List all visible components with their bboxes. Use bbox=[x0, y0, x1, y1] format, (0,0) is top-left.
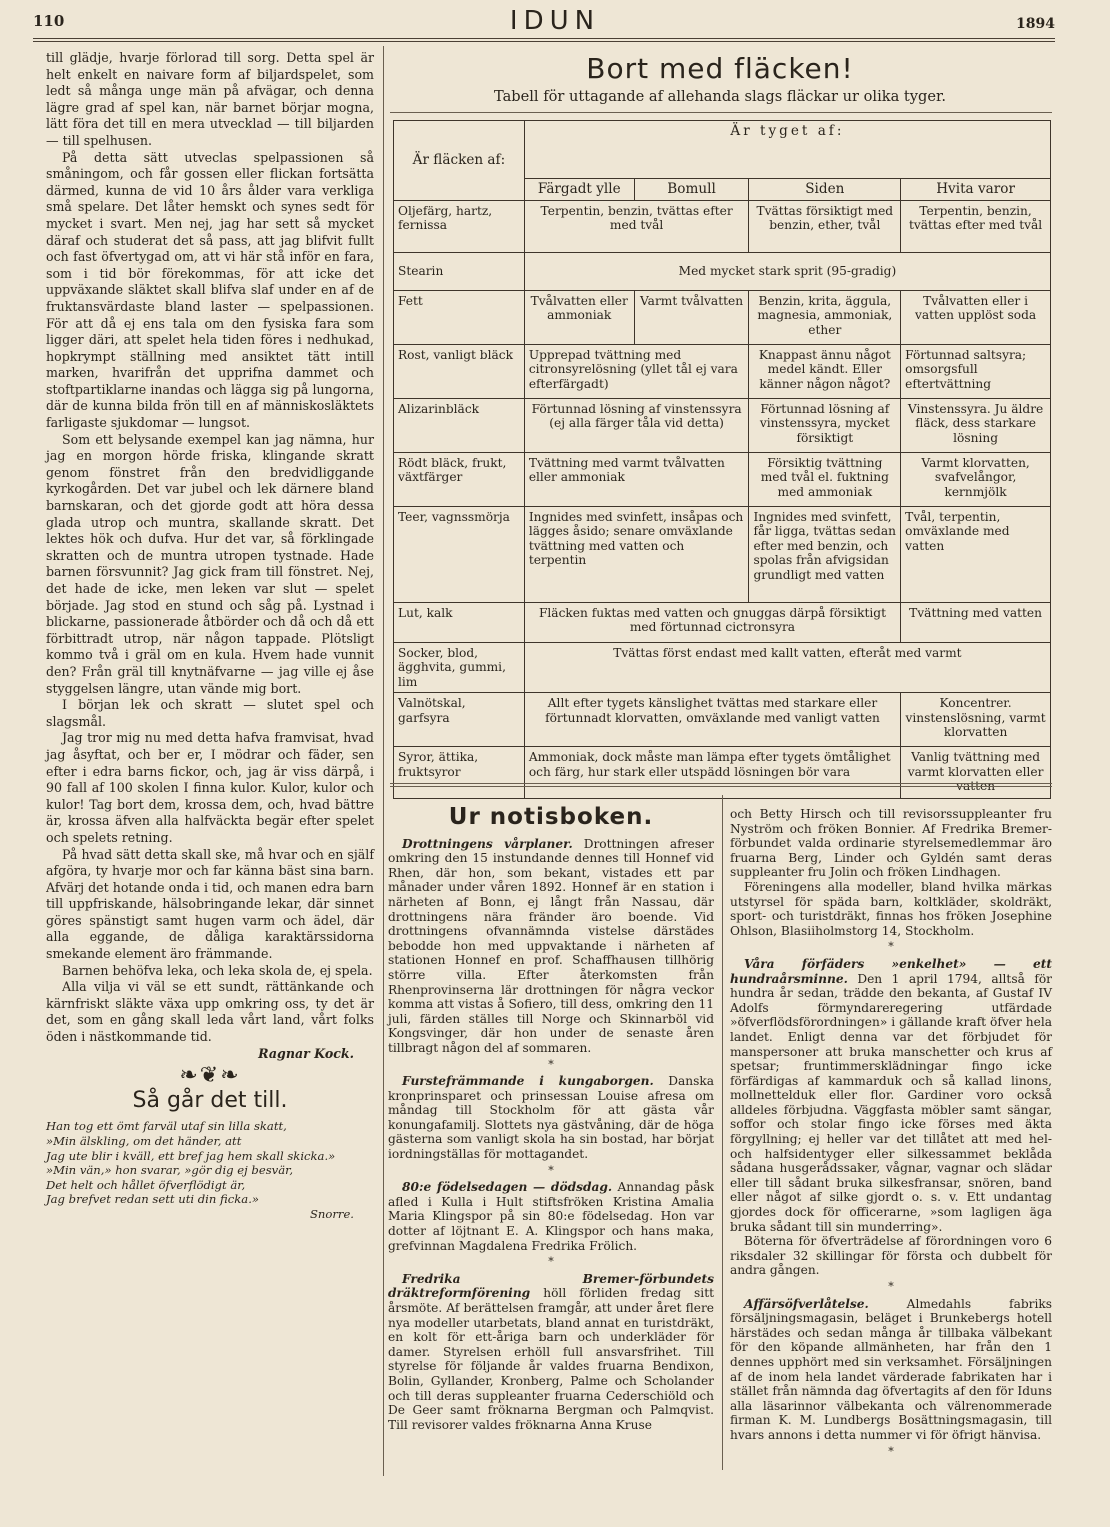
table-cell: Vanlig tvättning med varmt klorvatten eller vatten bbox=[901, 747, 1051, 799]
table-row bbox=[394, 290, 1051, 344]
notis-text: Annandag påsk afled i Kulla i Hult stiftsfröken Kristina Amalia Maria Klingspor på sin 80:e födelsedag. Hon var dotter af löjtnant E. A. Klingspor och hans maka, grefvinnan Magdalena Fredrika Frölich. bbox=[388, 1180, 715, 1253]
column-header: Bomull bbox=[634, 179, 749, 201]
notis-text: Föreningens alla modeller, bland hvilka märkas utstyrsel för späda barn, koltkläder, skoldräkt, sport- och turistdräkt, finnas hos fröken Josephine Ohlson, Blasiiholmstorg 14, Stockholm. bbox=[730, 879, 1052, 938]
notis-heading: Drottningens vårplaner. bbox=[402, 836, 573, 851]
table-cell: Tvättning med vatten bbox=[901, 602, 1051, 642]
notis-heading: Våra förfäders »enkelhet» — ett hundraårsminne. bbox=[730, 956, 1052, 986]
group-header: Är tyget af: bbox=[524, 121, 1050, 179]
poem-line: Det helt och hållet öfverflödigt är, bbox=[46, 1177, 246, 1192]
poem-line: »Min älskling, om det händer, att bbox=[46, 1134, 242, 1148]
column-divider bbox=[383, 46, 384, 1476]
separator-star: * bbox=[888, 1280, 894, 1293]
table-top-rule bbox=[390, 112, 1052, 113]
table-row bbox=[394, 506, 1051, 602]
table-cell: Benzin, krita, äggula, magnesia, ammoniak, ether bbox=[749, 290, 901, 344]
table-bottom-rule bbox=[390, 783, 1052, 784]
stain-cell: Teer, vagnssmörja bbox=[394, 506, 525, 602]
separator-star: * bbox=[888, 940, 894, 954]
notis-heading: Fredrika Bremer-förbundets dräktreformförening bbox=[388, 1271, 714, 1301]
stain-cell: Alizarinbläck bbox=[394, 398, 525, 452]
stain-cell: Socker, blod, ägghvita, gummi, lim bbox=[394, 642, 525, 693]
notis-heading: 80:e födelsedagen — dödsdag. bbox=[402, 1180, 613, 1195]
journal-title: IDUN bbox=[509, 6, 601, 36]
table-cell: Tvålvatten eller ammoniak bbox=[524, 290, 634, 344]
stain-cell: Fett bbox=[394, 290, 525, 344]
notis-title: Ur notisboken. bbox=[448, 804, 654, 830]
paragraph: till glädje, hvarje förlorad till sorg. Detta spel är helt enkelt en naivare form af biljardspelet, som ledt så många unge män på afvägar, och denna lägre grad af spel kan, när barnet börjar mogna, lätt föra det till en mera utvecklad — till biljarden — till spelhusen. bbox=[46, 50, 374, 148]
header-rule bbox=[33, 38, 1055, 39]
table-row bbox=[394, 252, 1051, 290]
table-cell: Terpentin, benzin, tvättas efter med tvål bbox=[901, 200, 1051, 252]
table-cell: Ingnides med svinfett, insåpas och lägges åsido; senare omväxlande tvättning med vatten och terpentin bbox=[524, 506, 749, 602]
notis-item bbox=[730, 1297, 1052, 1443]
table-row bbox=[394, 200, 1051, 252]
table-row bbox=[394, 747, 1051, 799]
table-header-row bbox=[394, 121, 1051, 179]
poem bbox=[46, 1119, 374, 1221]
table-row bbox=[394, 602, 1051, 642]
notis-column-1 bbox=[388, 800, 714, 1432]
table-cell: Försiktig tvättning med tvål el. fuktning med ammoniak bbox=[749, 452, 901, 506]
article-signature: Ragnar Kock. bbox=[258, 1045, 354, 1061]
notis-item bbox=[730, 957, 1052, 1234]
stain-cell: Valnötskal, garfsyra bbox=[394, 693, 525, 747]
table-row bbox=[394, 398, 1051, 452]
notis-heading: Furstefrämmande i kungaborgen. bbox=[402, 1074, 654, 1089]
separator-star: * bbox=[888, 1444, 894, 1458]
article-column bbox=[46, 50, 374, 1222]
separator-star: * bbox=[548, 1163, 554, 1177]
stain-cell: Stearin bbox=[394, 252, 525, 290]
column-header: Färgadt ylle bbox=[524, 179, 634, 201]
table-cell: Ingnides med svinfett, får ligga, tvättas sedan efter med benzin, och spolas från afvigsidan grundligt med vatten bbox=[749, 506, 901, 602]
poem-line: Han tog ett ömt farväl utaf sin lilla skatt, bbox=[46, 1119, 287, 1134]
table-cell: Terpentin, benzin, tvättas efter med tvål bbox=[524, 200, 749, 252]
notis-text: Den 1 april 1794, alltså för hundra år sedan, trädde den bekanta, af Gustaf IV Adolfs förmyndareregering utfärdade »öfverflödsförordningen» i gällande kraft öfver hela landet. Enligt denna var det förbjudet för manspersoner att bruka manschetter och krus af spetsar; fruntimmersklädningar fingo icke förfärdigas af kammarduk och så kallad linons, mollnettelduk eller flor. Gardiner voro också alldeles förbjudna. Väggfasta möbler samt sängar, soffor och stolar fingo icke förses med äkta förgyllning; ej heller var det tillåtet att med hel- och halfsidentyger eller silkessammet beklåda sådana husgerådssaker, vågnar, vagnar och slädar eller till sådant bruka silkesfransar, snören, band eller något af silke gjordt o. s. v. Ett undantag gjordes dock för officerarne, »som lagligen äga bruka sådant till sin munderring». bbox=[730, 971, 1052, 1234]
poem-line: Jag brefvet redan sett uti din ficka.» bbox=[46, 1192, 259, 1207]
notis-text: Almedahls fabriks försäljningsmagasin, beläget i Brunkebergs hotell härstädes och sedan många år tillbaka välbekant för den köpande allmänheten, har från den 1 dennes upphört med sin verksamhet. Försäljningen af de inom hela landet värderade fabrikaten har i stället från nämnda dag öfvertagits af den för Iduns alla läsarinnor välbekanta och välrenommerade firman K. M. Lundbergs Bosättningsmagasin, till hvars annons i detta nummer vi för öfrigt hänvisa. bbox=[730, 1296, 1053, 1442]
row-header: Är fläcken af: bbox=[394, 121, 525, 201]
table-cell: Med mycket stark sprit (95-gradig) bbox=[524, 252, 1050, 290]
header-rule-2 bbox=[33, 41, 1055, 42]
paragraph: På hvad sätt detta skall ske, må hvar och en själf afgöra, ty hvarje mor och far känna bäst sina barn. Afvärj det hotande onda i tid, och manen edra barn till uppfriskande, hälsobringande lekar, där sinnet göres spänstigt samt hugen varm och ädel, där alla eggande, de dåliga karaktärssidorna smekande element äro främmande. bbox=[46, 846, 374, 962]
separator-star: * bbox=[548, 1255, 554, 1269]
year: 1894 bbox=[1016, 16, 1055, 32]
stain-cell: Oljefärg, hartz, fernissa bbox=[394, 200, 525, 252]
ornament: ❧❦❧ bbox=[179, 1063, 241, 1089]
paragraph: Alla vilja vi väl se ett sundt, rättänkande och kärnfriskt släkte växa upp omkring oss, ty det är det, som en gång skall leda vårt land, vårt folks öden i nästkommande tid. bbox=[46, 979, 374, 1045]
notis-text: Danska kronprinsparet och prinsessan Louise afresa om måndag till Stockholm för att gästa vår konungafamilj. Slottets nya gästvåning, där de höga gästerna som vanligt skola ha sin bostad, har börjat iordningställas för mottagandet. bbox=[388, 1074, 714, 1162]
table-cell: Upprepad tvättning med citronsyrelösning (yllet tål ej vara efterfärgadt) bbox=[524, 344, 749, 398]
table-row bbox=[394, 693, 1051, 747]
table-cell: Förtunnad lösning af vinstenssyra, mycket försiktigt bbox=[749, 398, 901, 452]
paragraph: Jag tror mig nu med detta hafva framvisat, hvad jag åsyftat, och ber er, I mödrar och fäder, sen efter i edra barns fickor, och, jag är viss därpå, i 90 fall af 100 skolen I finna kulor. Kulor, kulor och kulor! Tag bort dem, krossa dem, och, hvad bättre är, krossa äfven alla halfväckta begär efter spelet och spelets retning. bbox=[46, 730, 374, 845]
notis-text: Böterna för öfverträdelse af förordningen voro 6 riksdaler 32 skillingar för första och dubbelt för andra gången. bbox=[730, 1234, 1052, 1278]
notis-text: och Betty Hirsch och till revisorssuppleanter fru Nyström och fröken Bonnier. Af Fredrika Bremer-förbundet valda ordinarie styrelsemedlemmar äro fruarna Berg, Linder och Gyldén samt deras suppleanter fru Jolin och fröken Lindhagen. bbox=[730, 807, 1052, 880]
poem-author: Snorre. bbox=[309, 1206, 354, 1221]
notis-item bbox=[388, 1180, 714, 1253]
table-cell: Fläcken fuktas med vatten och gnuggas därpå försiktigt med förtunnad cictronsyra bbox=[524, 602, 900, 642]
notis-text: höll förliden fredag sitt årsmöte. Af berättelsen framgår, att under året flere nya modeller utarbetats, bland annat en turistdräkt, en kolt för ett-åriga barn och underkläder för damer. Styrelsen erhöll full ansvarsfrihet. Till styrelse för följande år valdes fruarna Bendixon, Bolin, Gyllander, Kronberg, Palme och Scholander och till deras suppleanter fruarna Cederschiöld och De Geer samt fröknarna Bergman och Palmqvist. Till revisorer valdes fröknarna Anna Kruse bbox=[388, 1286, 714, 1432]
table-title: Bort med fläcken! bbox=[586, 52, 854, 85]
table-cell: Förtunnad lösning af vinstenssyra (ej alla färger tåla vid detta) bbox=[524, 398, 749, 452]
paragraph: På detta sätt utveclas spelpassionen så småningom, och får gossen eller flickan fortsätta därmed, kunna de vid 10 års ålder vara verkliga små spelare. Det låter hemskt och synes sedt för mycket i svart. Men nej, jag har sett så mycket däraf och studerat det så pass, att jag blifvit fullt och fast öfvertygad om, att vi här stå inför en fara, som i tid bör förekommas, för att icke det uppväxande släktet skall blifva slaf under en af de fruktansvärdaste bland laster — spelpassionen. För att då ej ens tala om den fysiska fara som ligger däri, att spelet hela tiden föres i nedhukad, hopkrympt ställning med ansiktet tätt intill marken, hvarifrån det upprifna dammet och stoftpartiklarne inandas och lägga sig på lungorna, där de kunna bilda frön till en af människosläktets farligaste sjukdomar — lungsot. bbox=[46, 149, 374, 431]
table-row bbox=[394, 344, 1051, 398]
paragraph: Som ett belysande exempel kan jag nämna, hur jag en morgon hörde friska, klingande skratt genom fönstret från den bredvidliggande kyrkogården. Det var jubel och lek därnere bland barnskaran, och det gjorde godt att höra dessa glada utrop och muntra, skallande skratt. Det lektes hök och dufva. Hur det var, så förklingade skratten och de muntra utropen tystnade. Hade barnen försvunnit? Jag gick fram till fönstret. Nej, det hade de icke, men leken var slut — spelet började. Jag stod en stund och såg på. Lystnad i blickarne, passionerade åtbörder och då och då ett förbittradt utrop, när någon tappade. Plötsligt kommo två i gräl om en kula. Hvem hade vunnit den? Från gräl till knytnäfvarne — jag ville ej åse styggelsen längre, utan vände mig bort. bbox=[46, 431, 374, 696]
notis-item bbox=[388, 1074, 714, 1162]
stain-table bbox=[393, 120, 1051, 799]
table-cell: Allt efter tygets känslighet tvättas med starkare eller förtunnadt klorvatten, omväxlande med vanligt vatten bbox=[524, 693, 900, 747]
stain-cell: Rödt bläck, frukt, växtfärger bbox=[394, 452, 525, 506]
poem-line: »Min vän,» hon svarar, »gör dig ej besvär, bbox=[46, 1163, 294, 1178]
paragraph: Barnen behöfva leka, och leka skola de, ej spela. bbox=[62, 962, 373, 978]
table-row bbox=[394, 642, 1051, 693]
page-number: 110 bbox=[33, 12, 65, 30]
table-cell: Förtunnad saltsyra; omsorgsfull eftertvättning bbox=[901, 344, 1051, 398]
poem-line: Jag ute blir i kväll, ett bref jag hem skall skicka.» bbox=[46, 1148, 336, 1163]
stain-cell: Lut, kalk bbox=[394, 602, 525, 642]
column-header: Siden bbox=[749, 179, 901, 201]
notis-item bbox=[388, 837, 714, 1056]
notis-text: Drottningen afreser omkring den 15 instundande dennes till Honnef vid Rhen, där hon, som bekant, vistades ett par månader under våren 1892. Honnef är en station i närheten af Bonn, ej långt från Nassau, där drottningens nära fränder äro boende. Vid drottningens ofvannämnda vistelse därstädes bebodde hon med uppvaktande i närheten af stationen Honnef en prof. Schaffhausen tillhörig större villa. Efter återkomsten från Rhenprovinserna lär drottningen för några veckor komma att vistas å Sofiero, till dess, omkring den 11 juli, färden ställes till Norge och Skinnarböl vid Kongsvinger, där hon under de senaste åren tillbragt någon del af sommaren. bbox=[388, 836, 714, 1055]
stain-cell: Rost, vanligt bläck bbox=[394, 344, 525, 398]
table-cell: Knappast ännu något medel kändt. Eller känner någon något? bbox=[749, 344, 901, 398]
table-bottom-rule-2 bbox=[390, 786, 1052, 787]
separator-star: * bbox=[548, 1057, 554, 1071]
column-header: Hvita varor bbox=[901, 179, 1051, 201]
table-subtitle: Tabell för uttagande af allehanda slags fläckar ur olika tyger. bbox=[493, 88, 947, 105]
table-cell: Tvättas först endast med kallt vatten, efteråt med varmt bbox=[524, 642, 1050, 693]
notis-column-2 bbox=[730, 807, 1052, 1461]
table-cell: Varmt klorvatten, svafvelångor, kernmjölk bbox=[901, 452, 1051, 506]
table-cell: Tvättning med varmt tvålvatten eller ammoniak bbox=[524, 452, 749, 506]
stain-cell: Syror, ättika, fruktsyror bbox=[394, 747, 525, 799]
table-cell: Ammoniak, dock måste man lämpa efter tygets ömtålighet och färg, hur stark eller utspädd lösningen bör vara bbox=[524, 747, 900, 799]
table-cell: Vinstenssyra. Ju äldre fläck, dess starkare lösning bbox=[901, 398, 1051, 452]
table-cell: Tvål, terpentin, omväxlande med vatten bbox=[901, 506, 1051, 602]
poem-title: Så går det till. bbox=[132, 1087, 288, 1113]
table-row bbox=[394, 452, 1051, 506]
table-cell: Varmt tvålvatten bbox=[634, 290, 749, 344]
table-cell: Koncentrer. vinstenslösning, varmt klorvatten bbox=[901, 693, 1051, 747]
paragraph: I början lek och skratt — slutet spel och slagsmål. bbox=[46, 697, 374, 729]
table-cell: Tvättas försiktigt med benzin, ether, tvål bbox=[749, 200, 901, 252]
notis-item bbox=[388, 1272, 714, 1433]
notis-column-divider bbox=[722, 795, 723, 1470]
table-cell: Tvålvatten eller i vatten upplöst soda bbox=[901, 290, 1051, 344]
notis-heading: Affärsöfverlåtelse. bbox=[744, 1296, 869, 1311]
